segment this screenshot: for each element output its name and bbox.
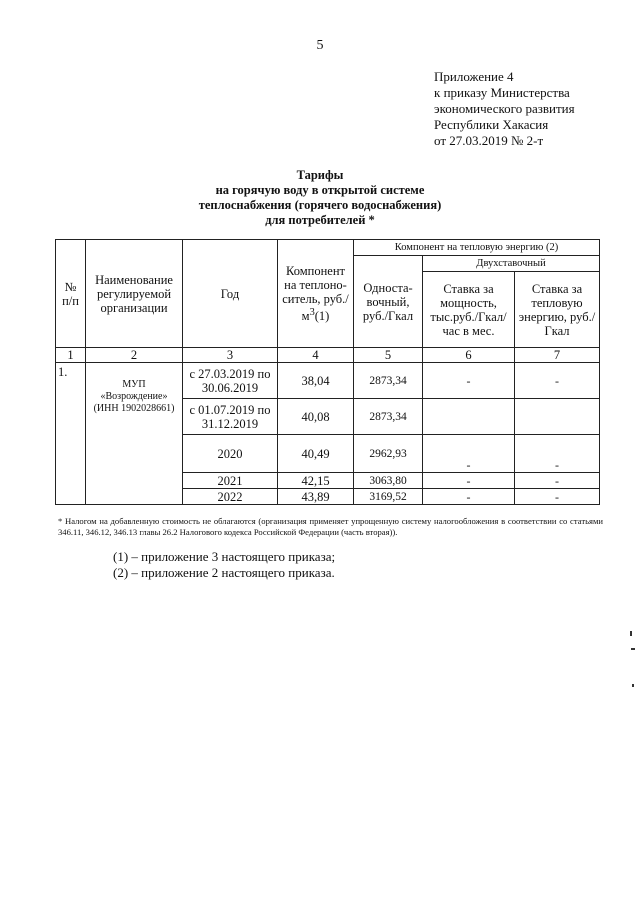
single-rate-value: 2873,34 <box>354 399 423 435</box>
column-number: 2 <box>86 348 183 363</box>
coolant-value: 38,04 <box>278 363 354 399</box>
header-organization: Наименование регулируемой организации <box>86 240 183 348</box>
coolant-value: 40,08 <box>278 399 354 435</box>
appendix-line: экономического развития <box>434 101 575 116</box>
column-number: 7 <box>515 348 600 363</box>
header-power-rate: Ставка за мощность, тыс.руб./Гкал/час в мес. <box>423 272 515 348</box>
table-row <box>56 363 600 399</box>
power-rate-value <box>423 399 515 435</box>
appendix-line: Приложение 4 <box>434 69 514 84</box>
power-rate-value: - <box>423 435 515 473</box>
vat-footnote: * Налогом на добавленную стоимость не облагаются (организация применяет упрощенную систему налогообложения в соответствии со статьями 346.11, 346.12, 346.13 главы 26.2 Налогового кодекса Российской Федерации (часть вторая)). <box>58 516 603 537</box>
header-two-rate: Двухставочный <box>423 256 600 272</box>
header-year: Год <box>183 240 278 348</box>
appendix-header <box>434 69 575 149</box>
appendix-line: к приказу Министерства <box>434 85 570 100</box>
scan-mark <box>630 631 632 636</box>
coolant-header-unit: ситель, руб./м <box>282 291 349 324</box>
column-number: 4 <box>278 348 354 363</box>
coolant-header-ref: (1) <box>314 309 330 324</box>
energy-rate-value <box>515 399 600 435</box>
page-number: 5 <box>316 38 324 53</box>
power-rate-value: - <box>423 363 515 399</box>
coolant-value: 43,89 <box>278 489 354 505</box>
column-number: 3 <box>183 348 278 363</box>
header-energy-component: Компонент на тепловую энергию (2) <box>354 240 600 256</box>
column-number: 1 <box>56 348 86 363</box>
single-rate-value: 3063,80 <box>354 473 423 489</box>
title-line: теплоснабжения (горячего водоснабжения) <box>198 198 442 212</box>
single-rate-value: 2873,34 <box>354 363 423 399</box>
scan-mark <box>632 684 634 687</box>
power-rate-value: - <box>423 473 515 489</box>
column-number: 5 <box>354 348 423 363</box>
row-number: 1. <box>56 363 86 505</box>
period-year: 2020 <box>183 435 278 473</box>
reference-notes <box>113 549 335 581</box>
organization-name <box>86 363 183 505</box>
document-title <box>0 168 640 228</box>
coolant-header-sup: 3 <box>309 306 315 318</box>
tariff-table <box>55 239 600 505</box>
energy-rate-value: - <box>515 363 600 399</box>
coolant-header-text: Компонент на теплоно- <box>284 263 347 292</box>
header-single-rate: Односта-вочный, руб./Гкал <box>354 256 423 348</box>
period-year: с 27.03.2019 по 30.06.2019 <box>183 363 278 399</box>
single-rate-value: 2962,93 <box>354 435 423 473</box>
note-line: (2) – приложение 2 настоящего приказа. <box>113 565 335 580</box>
energy-rate-value: - <box>515 489 600 505</box>
column-number: 6 <box>423 348 515 363</box>
energy-rate-value: - <box>515 435 600 473</box>
period-year: 2021 <box>183 473 278 489</box>
organization-line: (ИНН 1902028661) <box>93 403 175 414</box>
coolant-value: 42,15 <box>278 473 354 489</box>
title-line: Тарифы <box>296 168 344 182</box>
organization-line: «Возрождение» <box>100 391 168 402</box>
organization-line: МУП <box>122 379 146 390</box>
title-line: для потребителей * <box>265 213 375 227</box>
scan-mark <box>631 648 635 650</box>
period-year: с 01.07.2019 по 31.12.2019 <box>183 399 278 435</box>
appendix-line: Республики Хакасия <box>434 117 549 132</box>
appendix-line: от 27.03.2019 № 2-т <box>434 133 544 148</box>
header-coolant-component <box>278 240 354 348</box>
single-rate-value: 3169,52 <box>354 489 423 505</box>
period-year: 2022 <box>183 489 278 505</box>
title-line: на горячую воду в открытой системе <box>215 183 425 197</box>
note-line: (1) – приложение 3 настоящего приказа; <box>113 549 336 564</box>
coolant-value: 40,49 <box>278 435 354 473</box>
header-energy-rate: Ставка за тепловую энергию, руб./Гкал <box>515 272 600 348</box>
header-number: № п/п <box>56 240 86 348</box>
power-rate-value: - <box>423 489 515 505</box>
energy-rate-value: - <box>515 473 600 489</box>
